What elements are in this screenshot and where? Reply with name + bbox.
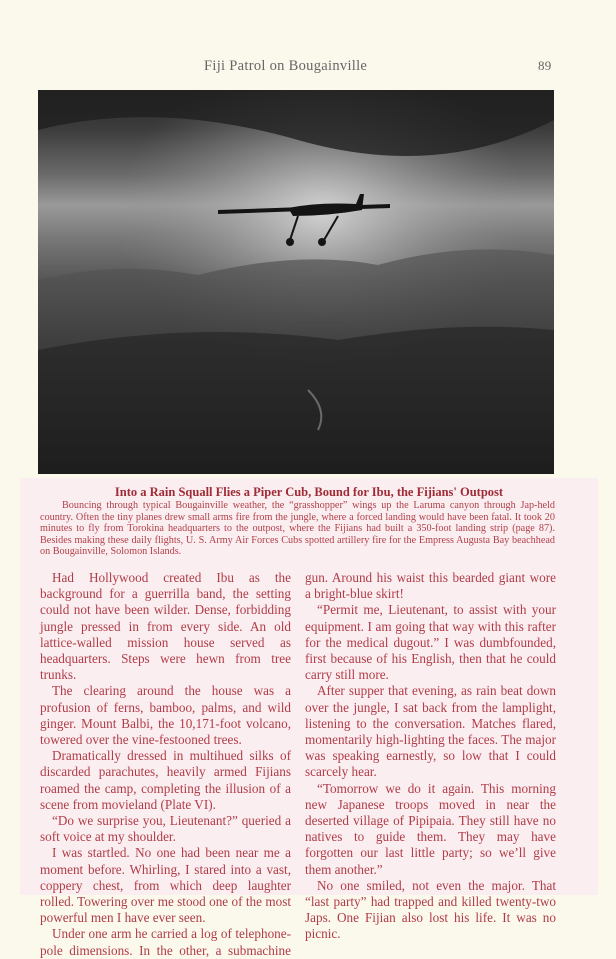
paragraph: The clearing around the house was a profusion of ferns, bamboo, palms, and wild ginger. Mount Balbi, the 10,171-foot volcano, towered over the vine-festooned trees. (40, 683, 291, 748)
paragraph: No one smiled, not even the major. That “last party” had trapped and killed twenty-two Japs. One Fijian also lost his life. It was no picnic. (305, 877, 556, 942)
paragraph: Under one arm he carried a log of telephone-pole dimensions. In the other, a submachine (40, 926, 291, 958)
running-title: Fiji Patrol on Bougainville (204, 58, 368, 74)
paragraph: “Tomorrow we do it again. This morning new Japanese troops moved in near the deserted village of Pipipaia. They still have no natives to guide them. They may have forgotten our last little party; so we’ll give them another.” (305, 780, 556, 877)
running-header (0, 58, 616, 78)
page-number: 89 (538, 58, 552, 73)
paragraph: “Permit me, Lieutenant, to assist with your equipment. I am going that way with this rafter for the medical dugout.” I was dumbfounded, first because of his English, then that he could carry still more. (305, 602, 556, 683)
paragraph: Dramatically dressed in multihued silks of discarded parachutes, heavily armed Fijians roamed the camp, completing the illusion of a scene from movieland (Plate VI). (40, 748, 291, 812)
paragraph: Had Hollywood created Ibu as the background for a guerrilla band, the setting could not have been wilder. Dense, forbidding jungle pressed in from every side. An old lattice-walled mission house served as headquarters. Steps were hewn from tree trunks. (40, 570, 291, 683)
paragraph: “Do we surprise you, Lieutenant?” queried a soft voice at my shoulder. (40, 813, 291, 845)
figure-caption-body: Bouncing through typical Bougainville weather, the “grasshopper” wings up the Laruma canyon through Jap-held country. Often the tiny planes drew small arms fire from the jungle, where a forced landing would have been fatal. It took 20 minutes to fly from Torokina headquarters to the outpost, where the Fijians had built a 350-foot landing strip (page 87). Besides making these daily flights, U. S. Army Air Forces Cubs spotted artillery fire for the Empress Augusta Bay beachhead on Bougainville, Solomon Islands. (40, 500, 555, 558)
article-left-column (40, 570, 291, 959)
article-right-column (305, 570, 556, 943)
figure-caption-title: Into a Rain Squall Flies a Piper Cub, Bound for Ibu, the Fijians' Outpost (114, 485, 504, 499)
paragraph: I was startled. No one had been near me a moment before. Whirling, I stared into a vast, coppery chest, from which deep laughter rolled. Towering over me stood one of the most powerful men I have ever seen. (40, 845, 291, 926)
photo-piper-cub (38, 90, 554, 474)
paragraph: After supper that evening, as rain beat down over the jungle, I sat back from the lamplight, listening to the conversation. Matches flared, momentarily high-lighting the faces. The major was speaking earnestly, so low that I could scarcely hear. (305, 683, 556, 780)
paragraph: gun. Around his waist this bearded giant wore a bright-blue skirt! (305, 570, 556, 602)
